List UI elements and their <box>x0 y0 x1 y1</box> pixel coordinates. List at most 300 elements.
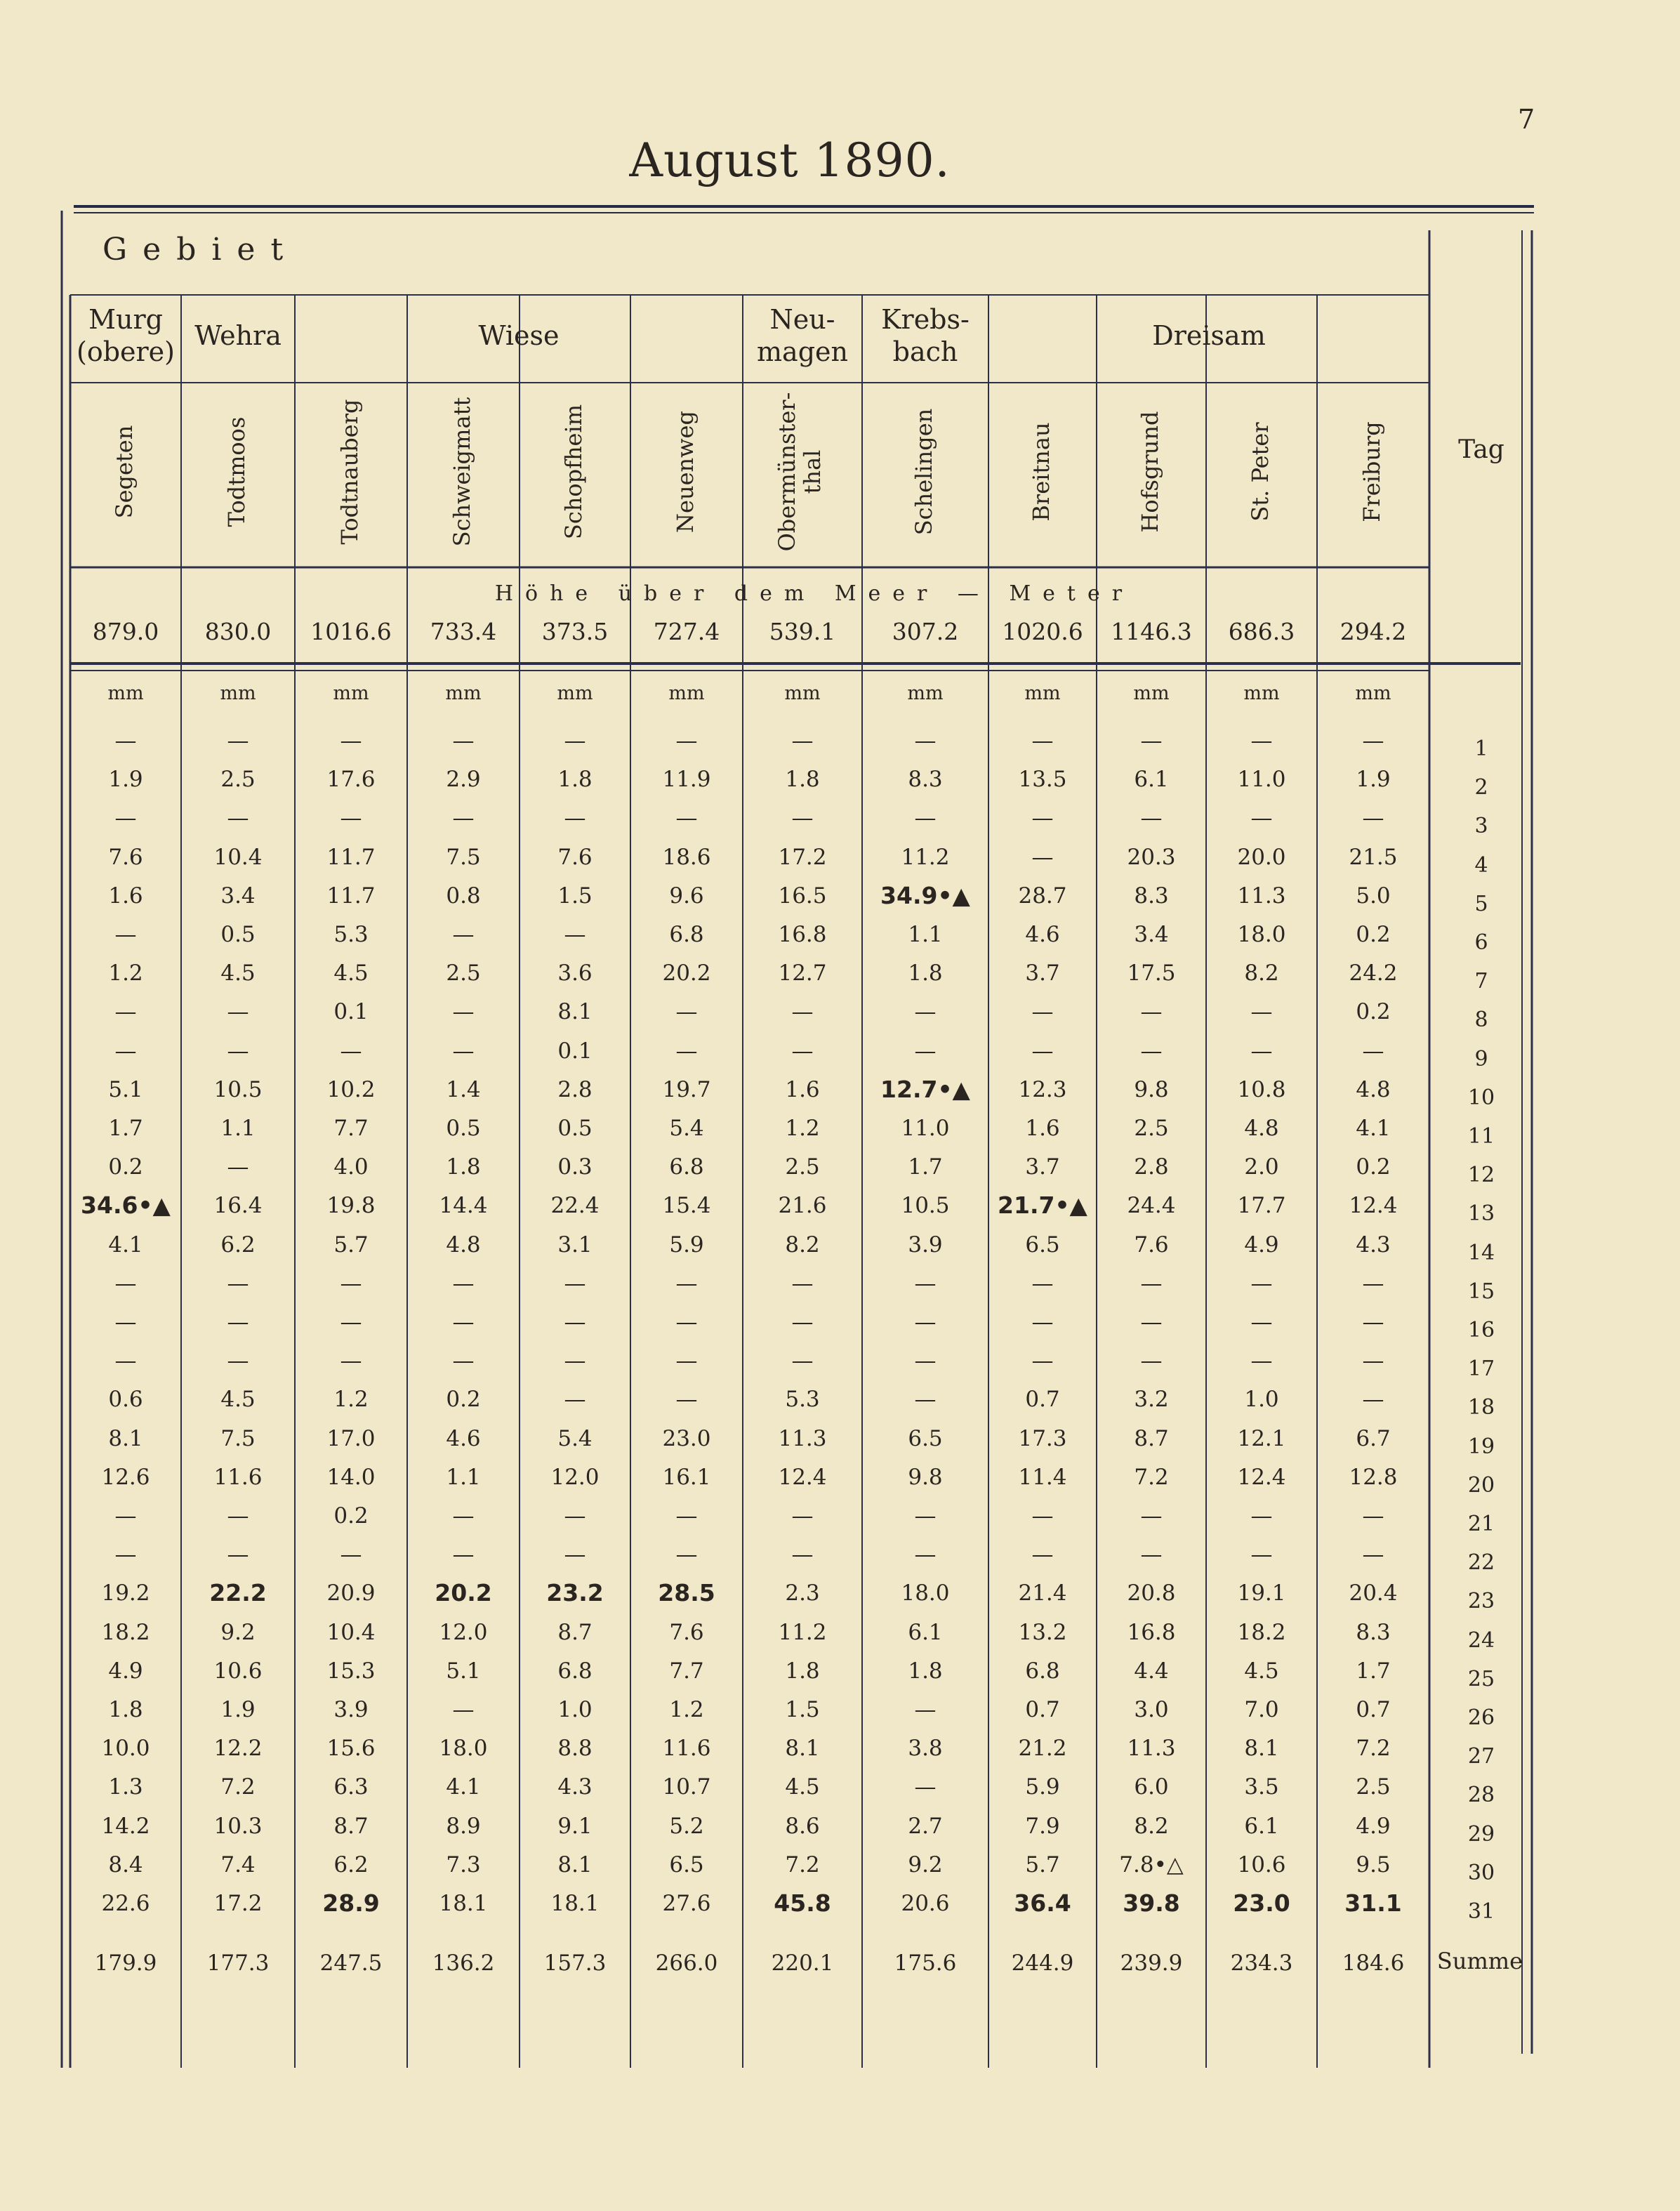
day-number: 8 <box>1474 1008 1488 1033</box>
table-cell: 8.9 <box>446 1813 481 1839</box>
station-header-hofsgrund <box>1137 388 1165 556</box>
table-cell: — <box>114 728 137 753</box>
table-cell: 1.8 <box>785 767 820 793</box>
table-cell: 0.7 <box>1025 1697 1060 1722</box>
group-header-wiese <box>295 319 743 352</box>
table-cell: 1.0 <box>557 1697 593 1722</box>
table-cell: — <box>114 1503 137 1529</box>
table-cell: — <box>1362 1348 1384 1374</box>
group-header-line: magen <box>757 336 848 367</box>
table-cell: 16.5 <box>778 883 827 909</box>
day-number: 26 <box>1467 1705 1495 1730</box>
station-name-line: Schopfheim <box>560 404 587 540</box>
table-cell: 6.5 <box>1025 1232 1060 1258</box>
table-cell: 5.9 <box>669 1232 704 1258</box>
table-cell: 5.4 <box>669 1116 704 1141</box>
table-cell: — <box>114 1038 137 1064</box>
table-cell: — <box>564 922 586 947</box>
station-header-segeten <box>112 388 140 556</box>
table-cell: 14.4 <box>439 1193 488 1219</box>
station-name-line: Freiburg <box>1358 421 1385 522</box>
table-cell: — <box>1140 1542 1163 1568</box>
day-number: 2 <box>1474 775 1488 800</box>
table-cell: 1.4 <box>446 1076 481 1102</box>
table-cell: — <box>114 1348 137 1374</box>
table-cell: 31.1 <box>1344 1889 1402 1917</box>
table-cell: — <box>1140 1503 1163 1529</box>
table-cell: 9.2 <box>220 1619 256 1645</box>
table-cell: — <box>791 728 814 753</box>
station-header-neuenweg <box>673 388 701 556</box>
table-cell: 2.8 <box>557 1076 593 1102</box>
day-number: 25 <box>1467 1666 1495 1691</box>
table-cell: 1.6 <box>785 1076 820 1102</box>
table-cell: 4.4 <box>1134 1658 1169 1684</box>
day-number: 10 <box>1467 1085 1495 1110</box>
station-name-line: thal <box>799 449 826 494</box>
table-cell: 17.3 <box>1018 1425 1067 1451</box>
day-number: 27 <box>1467 1744 1495 1769</box>
table-cell: 9.5 <box>1356 1852 1391 1877</box>
table-cell: 0.2 <box>333 1503 369 1529</box>
table-cell: — <box>914 1697 937 1722</box>
table-cell: — <box>1031 1348 1054 1374</box>
table-cell: 3.8 <box>908 1736 943 1762</box>
day-number: 15 <box>1467 1279 1495 1304</box>
table-cell: 3.9 <box>333 1697 369 1722</box>
table-cell: 4.6 <box>1025 922 1060 947</box>
table-cell: 9.2 <box>908 1852 943 1877</box>
table-cell: — <box>227 1270 249 1296</box>
day-number: 29 <box>1467 1821 1495 1847</box>
group-header-dreisam <box>988 319 1429 352</box>
table-cell: 4.5 <box>333 961 369 986</box>
day-number: 11 <box>1467 1124 1495 1149</box>
elevation-cell: 294.2 <box>1340 618 1407 645</box>
table-cell: — <box>452 1038 475 1064</box>
sum-cell: 184.6 <box>1342 1951 1405 1976</box>
table-cell: 20.8 <box>1127 1580 1176 1606</box>
table-cell: — <box>675 1503 698 1529</box>
table-cell: — <box>914 1542 937 1568</box>
group-header-line: Dreisam <box>1152 320 1266 351</box>
table-cell: — <box>914 1270 937 1296</box>
table-cell: 7.6 <box>108 844 143 870</box>
table-cell: 19.7 <box>662 1076 711 1102</box>
table-cell: 20.2 <box>662 961 711 986</box>
table-cell: 8.8 <box>557 1736 593 1762</box>
table-cell: 22.6 <box>101 1891 150 1916</box>
table-cell: 11.3 <box>1237 883 1286 909</box>
station-header-obermuenster-thal <box>774 388 831 556</box>
table-cell: 20.9 <box>326 1580 376 1606</box>
table-cell: 8.1 <box>108 1425 143 1451</box>
table-cell: 24.4 <box>1127 1193 1176 1219</box>
table-cell: 16.1 <box>662 1464 711 1490</box>
table-cell: — <box>1250 1542 1273 1568</box>
table-cell: 4.8 <box>1244 1116 1279 1141</box>
table-cell: 1.2 <box>333 1387 369 1413</box>
table-cell: 4.9 <box>1356 1813 1391 1839</box>
table-cell: 7.2 <box>785 1852 820 1877</box>
table-cell: — <box>1250 805 1273 831</box>
table-cell: 6.5 <box>669 1852 704 1877</box>
table-cell: 4.9 <box>108 1658 143 1684</box>
elevation-cell: 727.4 <box>653 618 720 645</box>
day-number: 30 <box>1467 1860 1495 1885</box>
table-cell: 18.2 <box>1237 1619 1286 1645</box>
table-cell: — <box>1031 999 1054 1025</box>
table-cell: — <box>1031 805 1054 831</box>
group-header-line: (obere) <box>77 336 175 367</box>
table-cell: — <box>1362 1542 1384 1568</box>
table-cell: 23.2 <box>546 1579 604 1607</box>
table-cell: 1.8 <box>785 1658 820 1684</box>
table-cell: 3.9 <box>908 1232 943 1258</box>
table-cell: 1.6 <box>108 883 143 909</box>
table-cell: 1.8 <box>908 1658 943 1684</box>
table-cell: 2.5 <box>446 961 481 986</box>
table-cell: 36.4 <box>1014 1889 1071 1917</box>
table-cell: 5.2 <box>669 1813 704 1839</box>
table-cell: 17.0 <box>326 1425 376 1451</box>
table-cell: — <box>1140 805 1163 831</box>
table-cell: 16.8 <box>778 922 827 947</box>
table-cell: 8.2 <box>1134 1813 1169 1839</box>
table-cell: — <box>791 1503 814 1529</box>
station-name-line: Schweigmatt <box>449 397 475 547</box>
table-cell: 9.1 <box>557 1813 593 1839</box>
table-cell: 7.2 <box>220 1774 256 1800</box>
sum-cell: 157.3 <box>543 1951 607 1976</box>
table-cell: 28.9 <box>322 1889 380 1917</box>
table-cell: 5.1 <box>446 1658 481 1684</box>
table-cell: 2.3 <box>785 1580 820 1606</box>
table-cell: — <box>452 805 475 831</box>
table-cell: 8.6 <box>785 1813 820 1839</box>
table-cell: 2.5 <box>785 1154 820 1180</box>
station-name-line: Hofsgrund <box>1137 411 1163 533</box>
day-number: 19 <box>1467 1434 1495 1459</box>
table-cell: 6.1 <box>1134 767 1169 793</box>
table-cell: 34.6•▲ <box>81 1192 171 1220</box>
table-cell: 6.3 <box>333 1774 369 1800</box>
table-cell: 8.1 <box>557 999 593 1025</box>
table-cell: 20.0 <box>1237 844 1286 870</box>
table-cell: 2.9 <box>446 767 481 793</box>
table-cell: 8.3 <box>1356 1619 1391 1645</box>
elevation-cell: 1020.6 <box>1002 618 1083 645</box>
table-cell: — <box>564 1348 586 1374</box>
table-cell: 6.8 <box>669 922 704 947</box>
day-number: 31 <box>1467 1899 1495 1924</box>
table-cell: 8.3 <box>908 767 943 793</box>
table-cell: — <box>1140 1348 1163 1374</box>
table-cell: — <box>1140 1038 1163 1064</box>
station-name-line: Schelingen <box>911 408 937 536</box>
table-cell: 12.8 <box>1349 1464 1398 1490</box>
day-number: 7 <box>1474 969 1488 994</box>
unit-cell: mm <box>668 682 705 704</box>
table-cell: 4.1 <box>108 1232 143 1258</box>
table-cell: — <box>791 805 814 831</box>
table-cell: 10.7 <box>662 1774 711 1800</box>
station-name-line: Obermünster- <box>774 392 800 552</box>
table-cell: 15.6 <box>326 1736 376 1762</box>
table-cell: 8.1 <box>785 1736 820 1762</box>
table-cell: — <box>114 1270 137 1296</box>
top-double-rule-inner <box>74 212 1534 213</box>
table-cell: — <box>791 1309 814 1335</box>
elevation-cell: 307.2 <box>892 618 959 645</box>
table-cell: 1.1 <box>220 1116 256 1141</box>
table-cell: 10.5 <box>901 1193 950 1219</box>
table-cell: — <box>1031 1270 1054 1296</box>
table-cell: 1.7 <box>908 1154 943 1180</box>
table-cell: — <box>914 805 937 831</box>
station-header-todtmoos <box>224 388 252 556</box>
table-cell: 18.0 <box>901 1580 950 1606</box>
table-cell: — <box>452 1270 475 1296</box>
unit-cell: mm <box>907 682 944 704</box>
table-cell: 6.1 <box>908 1619 943 1645</box>
table-cell: 2.5 <box>1356 1774 1391 1800</box>
table-cell: 7.9 <box>1025 1813 1060 1839</box>
table-cell: 17.7 <box>1237 1193 1286 1219</box>
table-cell: 1.1 <box>446 1464 481 1490</box>
table-cell: 11.9 <box>662 767 711 793</box>
table-cell: 8.2 <box>785 1232 820 1258</box>
group-header-line: Neu- <box>769 304 835 335</box>
table-cell: — <box>1250 728 1273 753</box>
table-cell: 7.3 <box>446 1852 481 1877</box>
table-cell: 8.4 <box>108 1852 143 1877</box>
table-cell: 0.2 <box>1356 999 1391 1025</box>
table-cell: 7.5 <box>446 844 481 870</box>
table-cell: 2.7 <box>908 1813 943 1839</box>
day-column-header: Tag <box>1458 435 1504 464</box>
unit-cell: mm <box>784 682 821 704</box>
table-cell: — <box>1250 1503 1273 1529</box>
table-cell: 7.8•△ <box>1119 1852 1184 1877</box>
table-cell: 21.6 <box>778 1193 827 1219</box>
table-cell: 0.3 <box>557 1154 593 1180</box>
unit-cell: mm <box>107 682 144 704</box>
day-number: 22 <box>1467 1550 1495 1576</box>
table-cell: 4.9 <box>1244 1232 1279 1258</box>
day-number: 3 <box>1474 814 1488 839</box>
unit-cell: mm <box>333 682 369 704</box>
table-cell: 5.0 <box>1356 883 1391 909</box>
table-cell: 28.5 <box>658 1579 715 1607</box>
table-cell: 4.6 <box>446 1425 481 1451</box>
table-cell: 5.1 <box>108 1076 143 1102</box>
group-header-murg-obere <box>70 303 181 368</box>
table-cell: — <box>564 728 586 753</box>
table-cell: 4.5 <box>220 961 256 986</box>
table-cell: 3.4 <box>220 883 256 909</box>
table-cell: 0.2 <box>108 1154 143 1180</box>
table-cell: 1.6 <box>1025 1116 1060 1141</box>
table-cell: — <box>114 805 137 831</box>
table-cell: 20.6 <box>901 1891 950 1916</box>
table-cell: — <box>227 728 249 753</box>
table-cell: 3.4 <box>1134 922 1169 947</box>
table-cell: — <box>675 999 698 1025</box>
table-cell: 16.4 <box>213 1193 263 1219</box>
station-header-schopfheim <box>561 388 589 556</box>
table-cell: 9.8 <box>1134 1076 1169 1102</box>
table-cell: 11.3 <box>1127 1736 1176 1762</box>
table-cell: — <box>1250 1038 1273 1064</box>
table-cell: 0.8 <box>446 883 481 909</box>
table-cell: 5.3 <box>333 922 369 947</box>
table-cell: — <box>1250 1309 1273 1335</box>
table-cell: — <box>914 1387 937 1413</box>
table-cell: 1.8 <box>446 1154 481 1180</box>
unit-cell: mm <box>1243 682 1280 704</box>
table-cell: — <box>227 805 249 831</box>
table-cell: 20.4 <box>1349 1580 1398 1606</box>
sum-cell: 175.6 <box>894 1951 957 1976</box>
day-number: 12 <box>1467 1163 1495 1188</box>
table-cell: 4.1 <box>1356 1116 1391 1141</box>
table-cell: 11.2 <box>901 844 950 870</box>
table-cell: — <box>227 1542 249 1568</box>
table-cell: 12.0 <box>439 1619 488 1645</box>
table-cell: — <box>340 1542 362 1568</box>
table-cell: — <box>791 1542 814 1568</box>
day-number: 21 <box>1467 1512 1495 1536</box>
sum-label: Summe <box>1436 1948 1523 1975</box>
table-cell: — <box>1362 728 1384 753</box>
table-cell: — <box>1362 805 1384 831</box>
table-cell: 1.3 <box>108 1774 143 1800</box>
top-double-rule <box>74 205 1534 208</box>
table-cell: 11.3 <box>778 1425 827 1451</box>
table-cell: 6.8 <box>557 1658 593 1684</box>
table-cell: 6.7 <box>1356 1425 1391 1451</box>
table-cell: 1.8 <box>557 767 593 793</box>
table-cell: — <box>1031 1542 1054 1568</box>
table-cell: 7.4 <box>220 1852 256 1877</box>
table-cell: — <box>675 728 698 753</box>
table-cell: 15.3 <box>326 1658 376 1684</box>
table-cell: 0.2 <box>1356 1154 1391 1180</box>
table-cell: 11.0 <box>901 1116 950 1141</box>
table-cell: — <box>1140 728 1163 753</box>
station-header-schweigmatt <box>449 388 477 556</box>
table-cell: 12.0 <box>550 1464 600 1490</box>
table-cell: 7.6 <box>557 844 593 870</box>
table-cell: 10.6 <box>1237 1852 1286 1877</box>
table-cell: 11.0 <box>1237 767 1286 793</box>
day-number: 18 <box>1467 1395 1495 1420</box>
table-cell: — <box>340 1309 362 1335</box>
table-cell: 0.1 <box>557 1038 593 1064</box>
group-header-wehra <box>181 319 295 352</box>
unit-cell: mm <box>445 682 482 704</box>
table-cell: 20.3 <box>1127 844 1176 870</box>
table-cell: 18.2 <box>101 1619 150 1645</box>
table-cell: — <box>675 1542 698 1568</box>
table-cell: 6.0 <box>1134 1774 1169 1800</box>
table-cell: — <box>452 922 475 947</box>
table-cell: — <box>675 805 698 831</box>
table-cell: 1.2 <box>785 1116 820 1141</box>
table-cell: 2.8 <box>1134 1154 1169 1180</box>
table-cell: — <box>1031 728 1054 753</box>
table-cell: 0.2 <box>1356 922 1391 947</box>
table-cell: 10.2 <box>326 1076 376 1102</box>
table-cell: — <box>914 1503 937 1529</box>
table-cell: 8.7 <box>333 1813 369 1839</box>
day-number: 4 <box>1474 852 1488 878</box>
table-cell: 6.8 <box>669 1154 704 1180</box>
table-cell: 7.0 <box>1244 1697 1279 1722</box>
table-cell: 19.2 <box>101 1580 150 1606</box>
station-name-line: Neuenweg <box>672 411 699 533</box>
table-cell: 12.3 <box>1018 1076 1067 1102</box>
table-cell: — <box>340 1270 362 1296</box>
table-cell: — <box>675 1387 698 1413</box>
day-number: 13 <box>1467 1201 1495 1227</box>
table-cell: 1.9 <box>108 767 143 793</box>
table-cell: 7.2 <box>1134 1464 1169 1490</box>
table-cell: — <box>452 1503 475 1529</box>
table-cell: 23.0 <box>1233 1889 1290 1917</box>
table-cell: 8.1 <box>557 1852 593 1877</box>
table-cell: 17.6 <box>326 767 376 793</box>
table-cell: 4.5 <box>1244 1658 1279 1684</box>
table-cell: — <box>114 999 137 1025</box>
table-cell: 4.3 <box>557 1774 593 1800</box>
table-cell: 12.6 <box>101 1464 150 1490</box>
table-cell: 11.6 <box>662 1736 711 1762</box>
sum-cell: 266.0 <box>655 1951 718 1976</box>
table-cell: — <box>675 1038 698 1064</box>
table-cell: 5.3 <box>785 1387 820 1413</box>
table-cell: — <box>1362 1038 1384 1064</box>
unit-cell: mm <box>1133 682 1170 704</box>
table-cell: 22.4 <box>550 1193 600 1219</box>
table-cell: — <box>227 1038 249 1064</box>
table-cell: 2.5 <box>220 767 256 793</box>
elevation-heading: Höhe über dem Meer — Meter <box>494 581 1135 606</box>
table-cell: — <box>914 1348 937 1374</box>
table-cell: 20.2 <box>435 1579 492 1607</box>
table-cell: — <box>914 728 937 753</box>
table-cell: 6.5 <box>908 1425 943 1451</box>
table-cell: — <box>1250 1270 1273 1296</box>
table-cell: — <box>452 728 475 753</box>
table-cell: 2.5 <box>1134 1116 1169 1141</box>
table-cell: — <box>564 1387 586 1413</box>
table-cell: — <box>452 1309 475 1335</box>
table-cell: 0.5 <box>446 1116 481 1141</box>
table-cell: — <box>564 1542 586 1568</box>
unit-cell: mm <box>220 682 256 704</box>
table-cell: 24.2 <box>1349 961 1398 986</box>
table-cell: 14.0 <box>326 1464 376 1490</box>
table-cell: 5.7 <box>333 1232 369 1258</box>
table-cell: 3.5 <box>1244 1774 1279 1800</box>
table-cell: 1.8 <box>908 961 943 986</box>
elevation-cell: 1146.3 <box>1111 618 1192 645</box>
unit-cell: mm <box>557 682 593 704</box>
table-cell: 27.6 <box>662 1891 711 1916</box>
group-header-line: Murg <box>88 304 163 335</box>
